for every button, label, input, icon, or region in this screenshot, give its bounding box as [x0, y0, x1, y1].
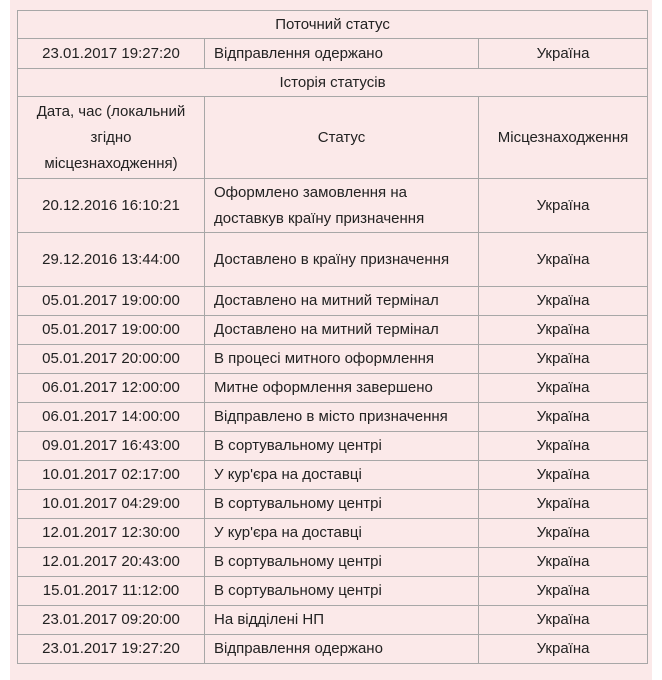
history-date: 05.01.2017 20:00:00: [18, 345, 205, 374]
history-location: Україна: [479, 548, 648, 577]
history-date: 05.01.2017 19:00:00: [18, 316, 205, 345]
history-location: Україна: [479, 374, 648, 403]
history-date: 23.01.2017 19:27:20: [18, 635, 205, 664]
history-date: 12.01.2017 20:43:00: [18, 548, 205, 577]
history-status: В сортувальному центрі: [205, 432, 479, 461]
history-row: [18, 179, 648, 233]
history-status: Відправлено в місто призначення: [205, 403, 479, 432]
tracking-table: [17, 10, 648, 664]
history-location: Україна: [479, 345, 648, 374]
history-location: Україна: [479, 461, 648, 490]
history-location: Україна: [479, 432, 648, 461]
history-date: 23.01.2017 09:20:00: [18, 606, 205, 635]
history-row: [18, 345, 648, 374]
history-date: 15.01.2017 11:12:00: [18, 577, 205, 606]
history-location: Україна: [479, 519, 648, 548]
current-status-header: Поточний статус: [18, 11, 648, 39]
history-row: [18, 432, 648, 461]
history-location: Україна: [479, 233, 648, 287]
history-date: 20.12.2016 16:10:21: [18, 179, 205, 233]
history-status: На відділені НП: [205, 606, 479, 635]
current-status-row: [18, 39, 648, 69]
history-row: [18, 519, 648, 548]
column-header-date: Дата, час (локальний згідно місцезнаходження): [18, 97, 205, 179]
history-row: [18, 490, 648, 519]
history-row: [18, 316, 648, 345]
history-row: [18, 606, 648, 635]
history-location: Україна: [479, 490, 648, 519]
history-status: В сортувальному центрі: [205, 490, 479, 519]
history-status: Доставлено на митний термінал: [205, 316, 479, 345]
history-status: У кур'єра на доставці: [205, 461, 479, 490]
history-row: [18, 287, 648, 316]
history-row: [18, 577, 648, 606]
history-date: 10.01.2017 02:17:00: [18, 461, 205, 490]
history-location: Україна: [479, 577, 648, 606]
column-header-status: Статус: [205, 97, 479, 179]
history-header: Історія статусів: [18, 69, 648, 97]
history-status: В сортувальному центрі: [205, 548, 479, 577]
history-status: Доставлено на митний термінал: [205, 287, 479, 316]
history-location: Україна: [479, 179, 648, 233]
history-status: В сортувальному центрі: [205, 577, 479, 606]
history-row: [18, 374, 648, 403]
history-row: [18, 461, 648, 490]
column-header-row: [18, 97, 648, 179]
history-row: [18, 635, 648, 664]
current-status: Відправлення одержано: [205, 39, 479, 69]
history-date: 05.01.2017 19:00:00: [18, 287, 205, 316]
history-status: Оформлено замовлення на доставкув країну призначення: [205, 179, 479, 233]
history-status: У кур'єра на доставці: [205, 519, 479, 548]
tracking-table-body: [18, 11, 648, 664]
history-row: [18, 233, 648, 287]
history-row: [18, 403, 648, 432]
history-date: 12.01.2017 12:30:00: [18, 519, 205, 548]
current-status-header-row: [18, 11, 648, 39]
history-header-row: [18, 69, 648, 97]
history-date: 06.01.2017 14:00:00: [18, 403, 205, 432]
history-location: Україна: [479, 316, 648, 345]
history-status: Митне оформлення завершено: [205, 374, 479, 403]
history-date: 09.01.2017 16:43:00: [18, 432, 205, 461]
history-location: Україна: [479, 287, 648, 316]
history-location: Україна: [479, 403, 648, 432]
history-date: 06.01.2017 12:00:00: [18, 374, 205, 403]
history-date: 10.01.2017 04:29:00: [18, 490, 205, 519]
history-row: [18, 548, 648, 577]
history-location: Україна: [479, 635, 648, 664]
history-location: Україна: [479, 606, 648, 635]
history-status: Відправлення одержано: [205, 635, 479, 664]
history-date: 29.12.2016 13:44:00: [18, 233, 205, 287]
column-header-location: Місцезнаходження: [479, 97, 648, 179]
history-status: Доставлено в країну призначення: [205, 233, 479, 287]
history-status: В процесі митного оформлення: [205, 345, 479, 374]
current-location: Україна: [479, 39, 648, 69]
current-date: 23.01.2017 19:27:20: [18, 39, 205, 69]
